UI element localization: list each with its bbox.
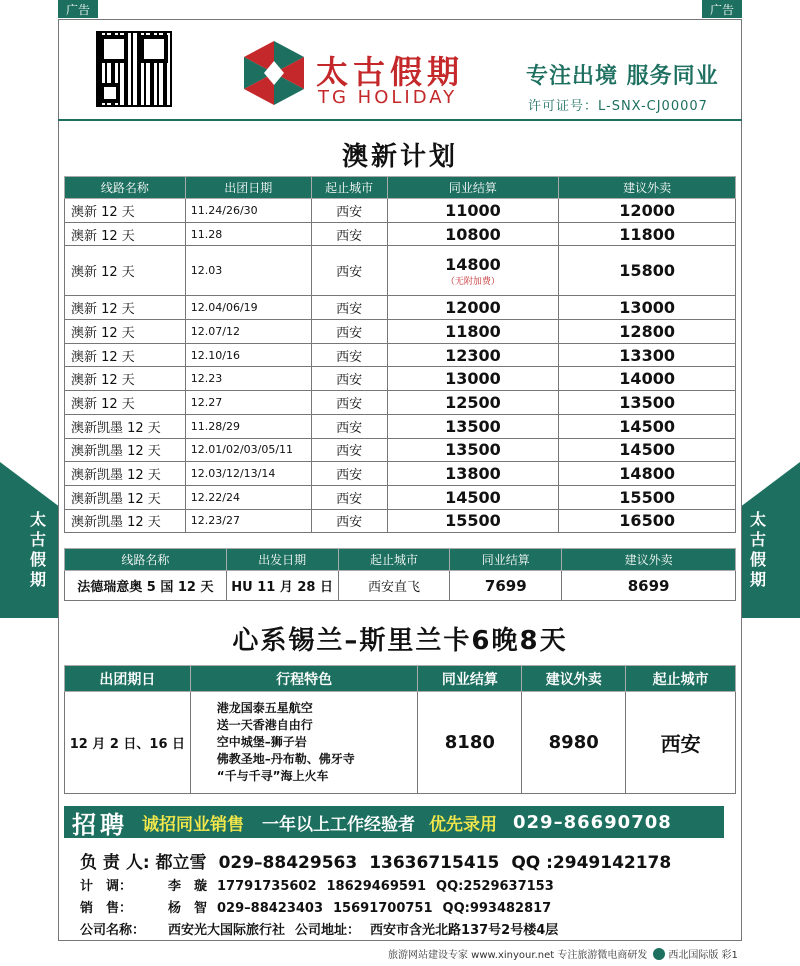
route-cell: 澳新 12 天: [65, 222, 186, 246]
feature-item: 送一天香港自由行: [216, 718, 313, 732]
table-row: [65, 199, 736, 223]
table-row: [65, 296, 736, 320]
recruitment-banner: [64, 806, 724, 838]
route-cell: 法德瑞意奥 5 国 12 天: [65, 571, 227, 601]
side-char: 假: [749, 550, 766, 569]
col-features: 行程特色: [190, 666, 418, 692]
feature-item: “千与千寻”海上火车: [216, 769, 329, 783]
operator-label: 计 调：: [80, 879, 133, 894]
recruit-title: 招聘: [72, 810, 128, 839]
city-cell: 西安: [311, 509, 387, 533]
trade-price-cell: [387, 246, 559, 296]
col-retail-price: 建议外卖: [522, 666, 626, 692]
trade-price-cell: 13800: [387, 462, 559, 486]
date-cell: 12.10/16: [185, 343, 311, 367]
side-char: 太: [29, 510, 46, 529]
col-city: 起止城市: [626, 666, 736, 692]
features-cell: [190, 692, 418, 794]
operator-row: [80, 876, 730, 898]
license-number: 许可证号：L-SNX-CJ00007: [528, 99, 708, 114]
footer: [388, 946, 738, 961]
city-cell: 西安: [626, 692, 736, 794]
trade-price-cell: 11000: [387, 199, 559, 223]
date-cell: 12.23/27: [185, 509, 311, 533]
date-cell: 12.07/12: [185, 320, 311, 344]
brand-name-en: TG HOLIDAY: [318, 87, 458, 108]
date-cell: 11.28/29: [185, 414, 311, 438]
sales-qq: QQ:993482817: [442, 901, 552, 916]
route-cell: 澳新 12 天: [65, 343, 186, 367]
qr-code: [96, 31, 172, 107]
recruit-position: 诚招同业销售: [142, 814, 244, 835]
route-cell: 澳新凯墨 12 天: [65, 509, 186, 533]
plan3-title: 心系锡兰–斯里兰卡6晚8天: [232, 626, 568, 656]
retail-price-cell: 13500: [559, 391, 736, 415]
col-date: 出团日期: [185, 177, 311, 199]
trade-price-cell: 7699: [450, 571, 562, 601]
table-header-row: [65, 666, 736, 692]
plan3-table: [64, 665, 736, 794]
side-char: 假: [29, 550, 46, 569]
trade-price-cell: 13500: [387, 438, 559, 462]
recruit-priority: 优先录用: [429, 814, 497, 835]
date-cell: 11.28: [185, 222, 311, 246]
manager-qq: QQ :2949142178: [511, 853, 672, 873]
trade-price-cell: 10800: [387, 222, 559, 246]
side-char: 古: [749, 530, 766, 549]
retail-price-cell: 8699: [562, 571, 736, 601]
city-cell: 西安: [311, 343, 387, 367]
publisher-badge-icon: [653, 948, 665, 960]
route-cell: 澳新 12 天: [65, 320, 186, 344]
brand-name-cn: 太古假期: [316, 53, 465, 91]
trade-price-cell: 12000: [387, 296, 559, 320]
date-cell: 11.24/26/30: [185, 199, 311, 223]
sales-mobile: 15691700751: [333, 901, 433, 916]
sales-name: 杨 智: [168, 901, 208, 916]
retail-price-cell: 14000: [559, 367, 736, 391]
retail-price-cell: 13000: [559, 296, 736, 320]
trade-price-value: 14800: [445, 254, 501, 274]
city-cell: 西安: [311, 462, 387, 486]
operator-name: 李 璇: [168, 879, 208, 894]
feature-item: 佛教圣地–丹布勒、佛牙寺: [216, 752, 355, 766]
city-cell: 西安直飞: [338, 571, 450, 601]
col-trade-price: 同业结算: [387, 177, 559, 199]
operator-phone: 17791735602: [217, 879, 317, 894]
plan1-table: [64, 176, 736, 533]
city-cell: 西安: [311, 222, 387, 246]
sales-row: [80, 898, 730, 920]
retail-price-cell: 14500: [559, 438, 736, 462]
feature-item: 港龙国泰五星航空: [216, 701, 313, 715]
col-retail-price: 建议外卖: [559, 177, 736, 199]
trade-price-cell: 12500: [387, 391, 559, 415]
route-cell: 澳新凯墨 12 天: [65, 438, 186, 462]
manager-row: [80, 850, 730, 876]
footer-text: 旅游网站建设专家 www.xinyour.net 专注旅游微电商研发: [388, 950, 648, 961]
surcharge-note: （无附加费）: [445, 276, 500, 287]
col-trade-price: 同业结算: [450, 549, 562, 571]
retail-price-cell: 13300: [559, 343, 736, 367]
company-row: [80, 920, 730, 942]
company-name: 西安光大国际旅行社: [168, 923, 286, 938]
date-cell: 12.22/24: [185, 485, 311, 509]
col-route: 线路名称: [65, 177, 186, 199]
ad-label-right: 广告: [702, 0, 742, 18]
route-cell: 澳新凯墨 12 天: [65, 462, 186, 486]
route-cell: 澳新 12 天: [65, 391, 186, 415]
route-cell: 澳新凯墨 12 天: [65, 414, 186, 438]
route-cell: 澳新 12 天: [65, 296, 186, 320]
trade-price-cell: 13000: [387, 367, 559, 391]
company-label: 公司名称：: [80, 923, 146, 938]
ad-label-left: 广告: [58, 0, 98, 18]
trade-price-cell: 14500: [387, 485, 559, 509]
retail-price-cell: 12000: [559, 199, 736, 223]
retail-price-cell: 14800: [559, 462, 736, 486]
city-cell: 西安: [311, 320, 387, 344]
date-cell: 12.04/06/19: [185, 296, 311, 320]
date-cell: 12.23: [185, 367, 311, 391]
slogan: 专注出境 服务同业: [526, 64, 719, 89]
table-row: [65, 391, 736, 415]
city-cell: 西安: [311, 414, 387, 438]
city-cell: 西安: [311, 246, 387, 296]
city-cell: 西安: [311, 199, 387, 223]
col-date: 出发日期: [226, 549, 338, 571]
table-row: [65, 692, 736, 794]
date-cell: HU 11 月 28 日: [226, 571, 338, 601]
table-header-row: [65, 549, 736, 571]
city-cell: 西安: [311, 391, 387, 415]
manager-name: 负 责 人: 都立雪: [80, 853, 207, 873]
date-cell: 12.03/12/13/14: [185, 462, 311, 486]
recruit-requirement: 一年以上工作经验者: [262, 814, 415, 835]
trade-price-cell: 15500: [387, 509, 559, 533]
table-row: [65, 414, 736, 438]
plan1-title: 澳新计划: [341, 142, 458, 172]
dates-cell: 12 月 2 日、16 日: [65, 692, 191, 794]
city-cell: 西安: [311, 485, 387, 509]
route-cell: 澳新 12 天: [65, 199, 186, 223]
trade-price-cell: 8180: [418, 692, 522, 794]
footer-edition: 西北国际版 彩1: [668, 950, 738, 961]
table-row: [65, 222, 736, 246]
table-row: [65, 438, 736, 462]
side-char: 古: [29, 530, 46, 549]
recruit-phone: 029–86690708: [513, 811, 672, 833]
retail-price-cell: 11800: [559, 222, 736, 246]
feature-item: 空中城堡–狮子岩: [216, 735, 307, 749]
side-label-left: [28, 510, 48, 590]
manager-phone: 029–88429563: [218, 853, 358, 873]
city-cell: 西安: [311, 367, 387, 391]
table-row: [65, 320, 736, 344]
route-cell: 澳新凯墨 12 天: [65, 485, 186, 509]
sales-phone: 029–88423403: [217, 901, 324, 916]
retail-price-cell: 16500: [559, 509, 736, 533]
retail-price-cell: 15800: [559, 246, 736, 296]
trade-price-cell: 11800: [387, 320, 559, 344]
table-row: [65, 367, 736, 391]
trade-price-cell: 13500: [387, 414, 559, 438]
side-label-right: [748, 510, 768, 590]
date-cell: 12.27: [185, 391, 311, 415]
manager-mobile: 13636715415: [369, 853, 500, 873]
table-row: [65, 246, 736, 296]
trade-price-cell: 12300: [387, 343, 559, 367]
table-row: [65, 571, 736, 601]
retail-price-cell: 8980: [522, 692, 626, 794]
col-dates: 出团期日: [65, 666, 191, 692]
col-city: 起止城市: [338, 549, 450, 571]
side-char: 太: [749, 510, 766, 529]
col-route: 线路名称: [65, 549, 227, 571]
operator-mobile: 18629469591: [326, 879, 427, 894]
side-char: 期: [749, 570, 766, 589]
table-row: [65, 485, 736, 509]
company-address: 西安市含光北路137号2号楼4层: [370, 923, 559, 938]
header: [58, 19, 742, 121]
plan2-table: [64, 548, 736, 601]
table-row: [65, 509, 736, 533]
contact-block: [80, 850, 730, 942]
route-cell: 澳新 12 天: [65, 367, 186, 391]
col-retail-price: 建议外卖: [562, 549, 736, 571]
table-row: [65, 462, 736, 486]
date-cell: 12.01/02/03/05/11: [185, 438, 311, 462]
address-label: 公司地址：: [295, 923, 361, 938]
table-row: [65, 343, 736, 367]
sales-label: 销 售：: [80, 901, 133, 916]
tg-logo-icon: [242, 39, 306, 107]
col-trade-price: 同业结算: [418, 666, 522, 692]
retail-price-cell: 12800: [559, 320, 736, 344]
col-city: 起止城市: [311, 177, 387, 199]
route-cell: 澳新 12 天: [65, 246, 186, 296]
retail-price-cell: 15500: [559, 485, 736, 509]
retail-price-cell: 14500: [559, 414, 736, 438]
side-char: 期: [29, 570, 46, 589]
city-cell: 西安: [311, 438, 387, 462]
city-cell: 西安: [311, 296, 387, 320]
operator-qq: QQ:2529637153: [436, 879, 554, 894]
table-header-row: [65, 177, 736, 199]
date-cell: 12.03: [185, 246, 311, 296]
